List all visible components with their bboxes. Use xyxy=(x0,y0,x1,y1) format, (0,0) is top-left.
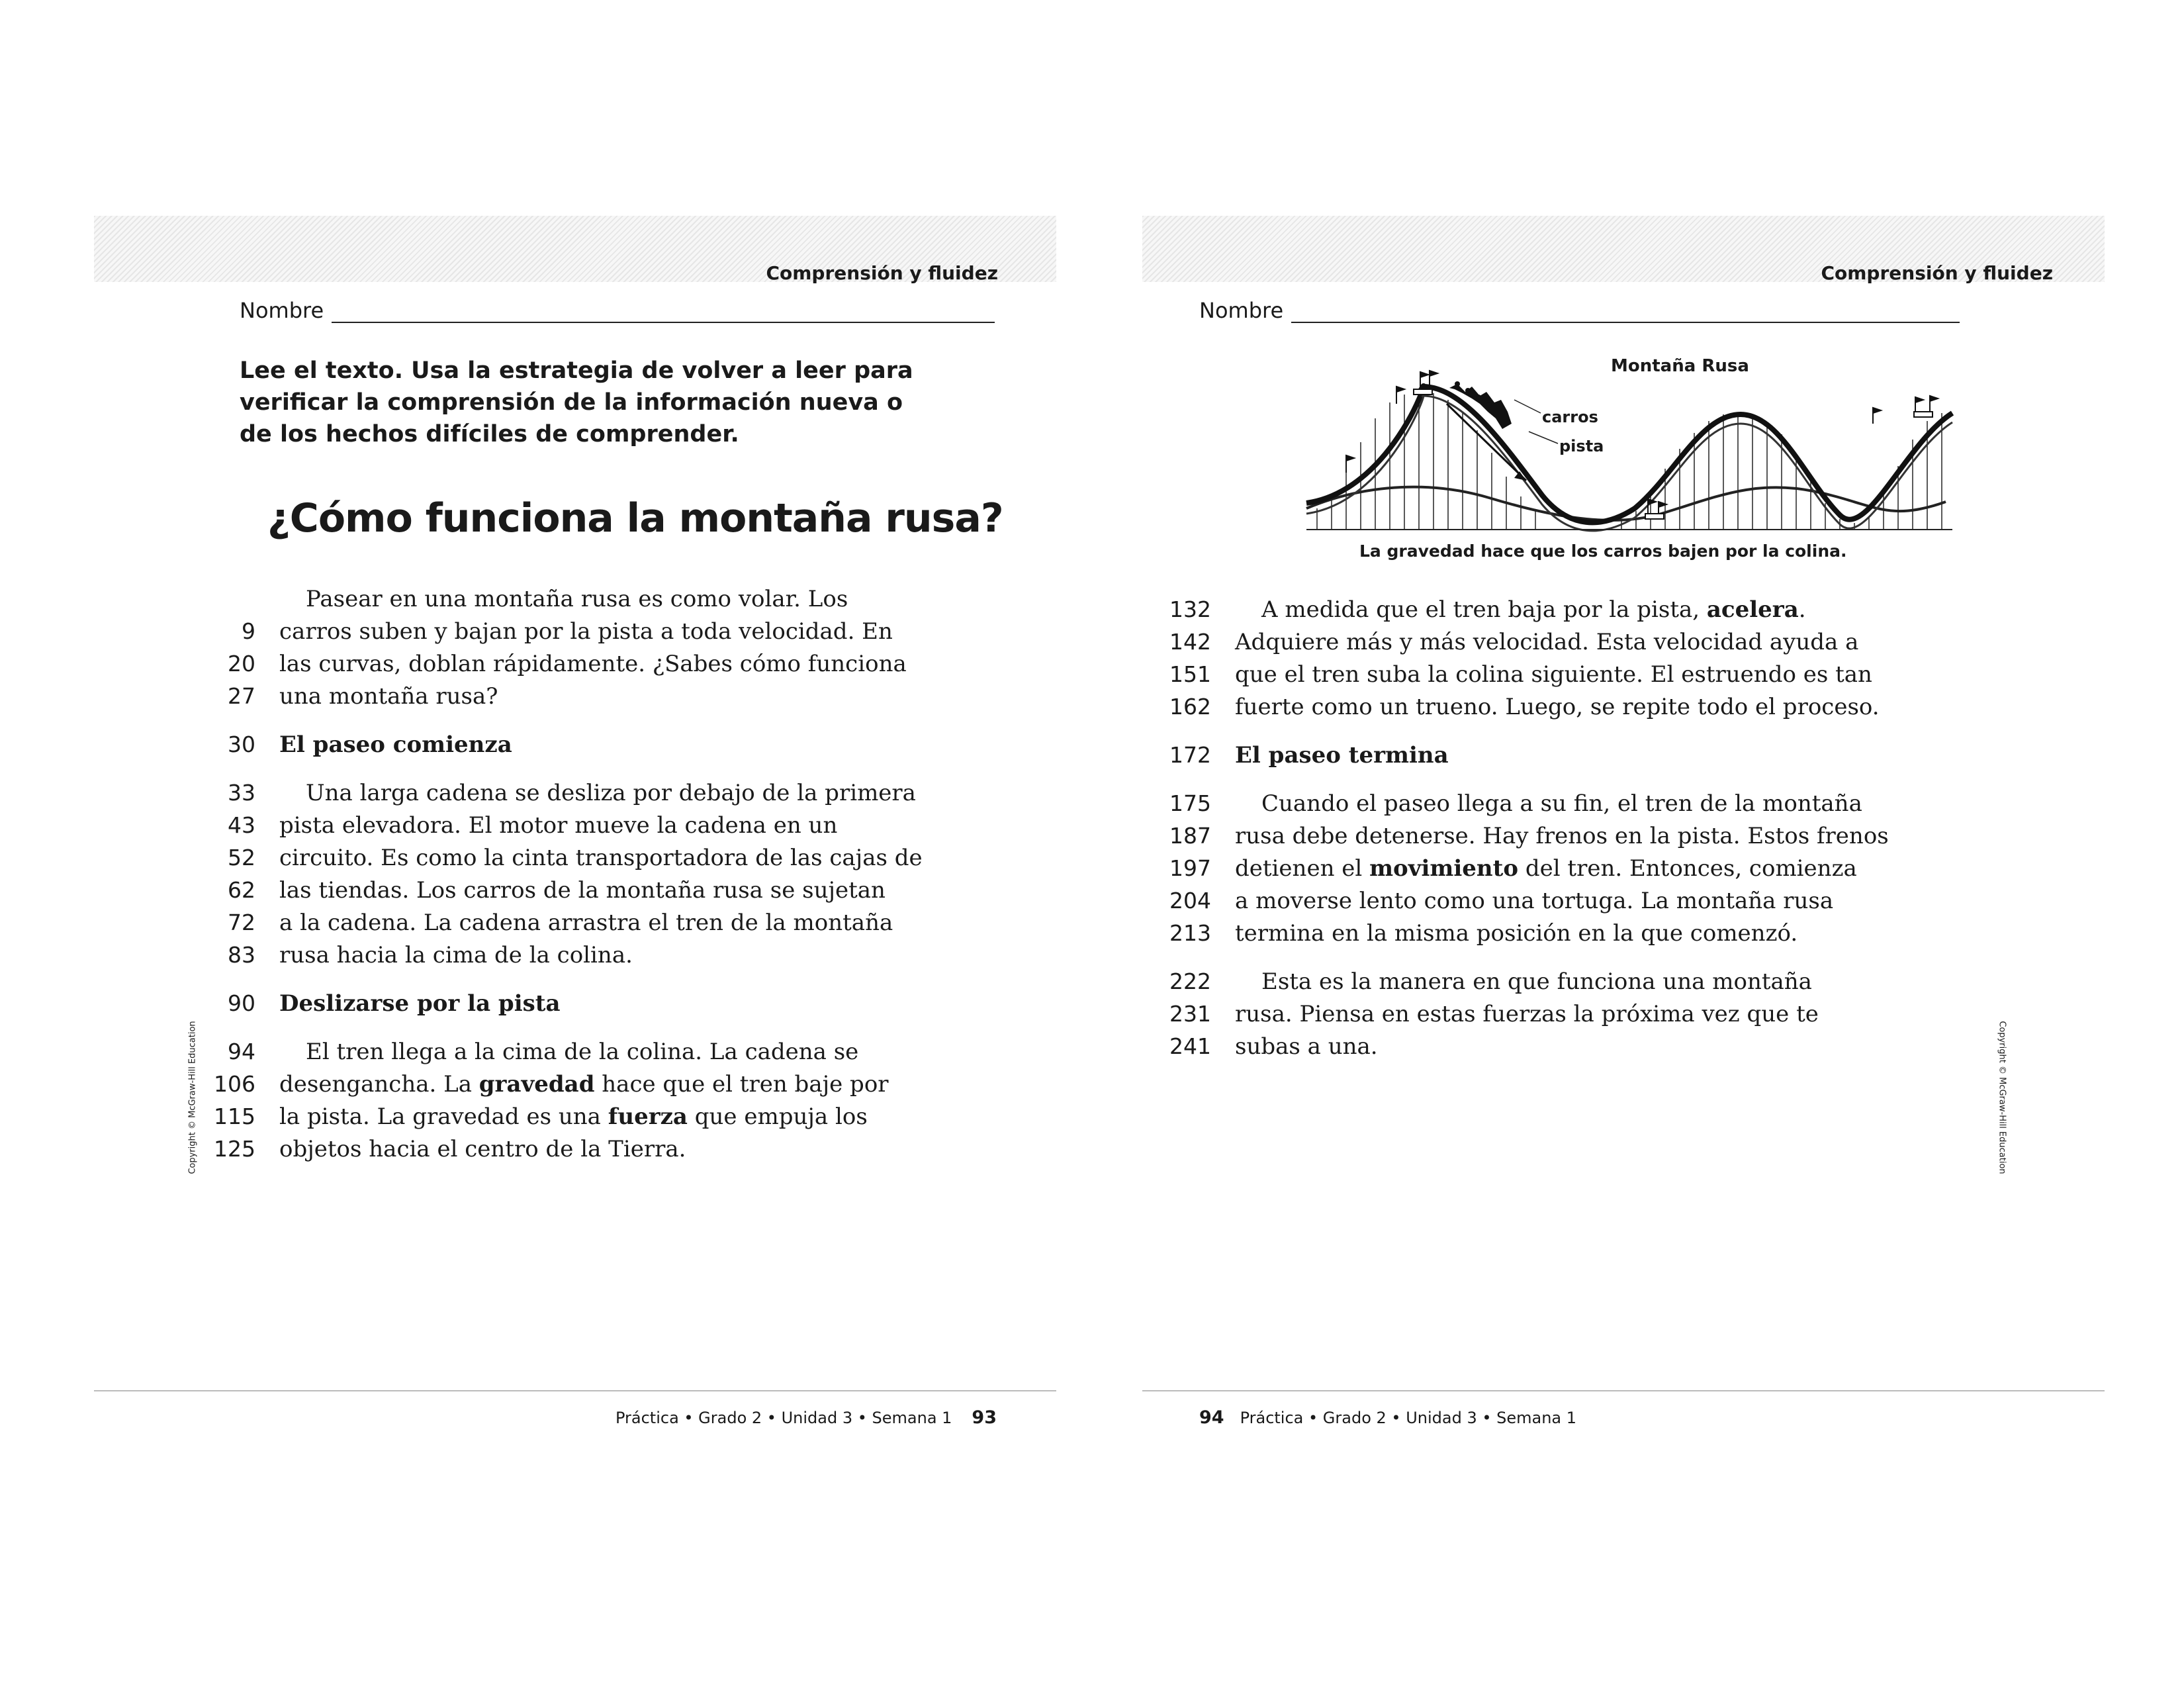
line-text: pista elevadora. El motor mueve la cadena en un xyxy=(279,812,838,839)
section-heading-row xyxy=(210,987,1071,1019)
text-line xyxy=(210,939,1071,971)
word-count: 94 xyxy=(228,1039,255,1064)
page-footer xyxy=(1199,1407,1576,1428)
line-text: Pasear en una montaña rusa es como volar. Los xyxy=(306,585,848,612)
footer-divider xyxy=(1142,1390,2105,1391)
reading-passage xyxy=(210,583,1071,1165)
figure-title: Montaña Rusa xyxy=(1611,356,1749,376)
word-count: 222 xyxy=(1169,968,1211,994)
word-count: 52 xyxy=(228,845,255,870)
vocab-word: gravedad xyxy=(478,1070,595,1098)
word-count: 213 xyxy=(1169,920,1211,946)
word-count: 151 xyxy=(1169,661,1211,687)
word-count: 83 xyxy=(228,942,255,968)
line-text: detienen el movimiento del tren. Entonces, comienza xyxy=(1235,855,1857,882)
line-text: circuito. Es como la cinta transportadora de las cajas de xyxy=(279,844,923,871)
line-text: las tiendas. Los carros de la montaña rusa se sujetan xyxy=(279,876,886,904)
name-line[interactable] xyxy=(1291,299,1960,323)
section-heading-row xyxy=(210,728,1071,761)
word-count: 9 xyxy=(242,618,255,644)
text-line xyxy=(1166,820,2093,852)
line-text: El tren llega a la cima de la colina. La cadena se xyxy=(306,1038,859,1065)
word-count: 175 xyxy=(1169,790,1211,816)
text-line xyxy=(210,615,1071,647)
word-count: 125 xyxy=(214,1136,255,1162)
text-line xyxy=(210,1068,1071,1100)
line-text: la pista. La gravedad es una fuerza que empuja los xyxy=(279,1103,868,1130)
text-line xyxy=(1166,852,2093,884)
vocab-word: fuerza xyxy=(608,1103,688,1130)
section-heading-row xyxy=(1166,739,2093,771)
word-count: 30 xyxy=(228,731,255,757)
word-count: 187 xyxy=(1169,823,1211,849)
word-count: 231 xyxy=(1169,1001,1211,1027)
text-line xyxy=(210,809,1071,841)
copyright-notice: Copyright © McGraw-Hill Education xyxy=(187,1021,198,1174)
figure-caption: La gravedad hace que los carros bajen por la colina. xyxy=(1359,541,1847,561)
section-heading: Deslizarse por la pista xyxy=(279,990,561,1017)
text-line xyxy=(210,680,1071,712)
vocab-word: acelera xyxy=(1706,596,1799,623)
section-label: Comprensión y fluidez xyxy=(766,262,998,284)
line-text: fuerte como un trueno. Luego, se repite todo el proceso. xyxy=(1235,693,1880,720)
line-text: a la cadena. La cadena arrastra el tren de la montaña xyxy=(279,909,893,936)
line-text: rusa hacia la cima de la colina. xyxy=(279,941,633,968)
name-field-row xyxy=(1199,298,1960,323)
page-footer xyxy=(615,1407,997,1428)
line-text: que el tren suba la colina siguiente. El estruendo es tan xyxy=(1235,661,1872,688)
name-line[interactable] xyxy=(332,299,995,323)
text-line xyxy=(1166,593,2093,626)
word-count: 27 xyxy=(228,683,255,709)
page-title: ¿Cómo funciona la montaña rusa? xyxy=(267,495,1003,541)
text-line xyxy=(210,906,1071,939)
word-count: 106 xyxy=(214,1071,255,1097)
footer-text: Práctica • Grado 2 • Unidad 3 • Semana 1 xyxy=(1240,1408,1577,1427)
line-text: una montaña rusa? xyxy=(279,682,498,710)
word-count: 197 xyxy=(1169,855,1211,881)
text-line xyxy=(210,1100,1071,1133)
text-line xyxy=(1166,626,2093,658)
word-count: 72 xyxy=(228,910,255,935)
line-text: Esta es la manera en que funciona una montaña xyxy=(1261,968,1812,995)
word-count: 20 xyxy=(228,651,255,677)
text-line xyxy=(210,583,1071,615)
word-count: 115 xyxy=(214,1103,255,1129)
line-text: las curvas, doblan rápidamente. ¿Sabes cómo funciona xyxy=(279,650,907,677)
text-line xyxy=(210,776,1071,809)
line-text: subas a una. xyxy=(1235,1033,1378,1060)
section-label: Comprensión y fluidez xyxy=(1821,262,2053,284)
reading-passage xyxy=(1166,593,2093,1062)
word-count: 43 xyxy=(228,812,255,838)
text-line xyxy=(1166,1030,2093,1062)
page-number: 93 xyxy=(972,1407,997,1428)
vocab-word: movimiento xyxy=(1369,855,1519,882)
line-text: rusa debe detenerse. Hay frenos en la pista. Estos frenos xyxy=(1235,822,1889,849)
line-text: rusa. Piensa en estas fuerzas la próxima vez que te xyxy=(1235,1000,1819,1027)
roller-coaster-illustration xyxy=(1291,350,1959,541)
text-line xyxy=(210,1035,1071,1068)
figure-label-cars: carros xyxy=(1542,408,1598,426)
roller-coaster-figure xyxy=(1291,350,1959,575)
line-text: A medida que el tren baja por la pista, acelera. xyxy=(1261,596,1806,623)
text-line xyxy=(1166,965,2093,998)
word-count: 62 xyxy=(228,877,255,903)
line-text: desengancha. La gravedad hace que el tren baje por xyxy=(279,1070,889,1098)
word-count: 162 xyxy=(1169,694,1211,720)
right-page xyxy=(1092,0,2184,1688)
line-text: Cuando el paseo llega a su fin, el tren de la montaña xyxy=(1261,790,1862,817)
word-count: 90 xyxy=(228,990,255,1016)
text-line xyxy=(1166,658,2093,690)
text-line xyxy=(1166,690,2093,723)
text-line xyxy=(1166,917,2093,949)
line-text: Una larga cadena se desliza por debajo de la primera xyxy=(306,779,916,806)
name-field-row xyxy=(240,298,995,323)
text-line xyxy=(210,874,1071,906)
word-count: 172 xyxy=(1169,742,1211,768)
footer-text: Práctica • Grado 2 • Unidad 3 • Semana 1 xyxy=(615,1408,952,1427)
word-count: 241 xyxy=(1169,1033,1211,1059)
section-heading: El paseo termina xyxy=(1235,741,1449,769)
line-text: Adquiere más y más velocidad. Esta velocidad ayuda a xyxy=(1235,628,1859,655)
name-label: Nombre xyxy=(1199,298,1284,323)
word-count: 132 xyxy=(1169,596,1211,622)
copyright-notice: Copyright © McGraw-Hill Education xyxy=(1997,1021,2007,1174)
line-text: objetos hacia el centro de la Tierra. xyxy=(279,1135,686,1162)
footer-divider xyxy=(94,1390,1056,1391)
word-count: 204 xyxy=(1169,888,1211,914)
text-line xyxy=(1166,787,2093,820)
word-count: 142 xyxy=(1169,629,1211,655)
name-label: Nombre xyxy=(240,298,324,323)
text-line xyxy=(210,647,1071,680)
text-line xyxy=(1166,884,2093,917)
line-text: a moverse lento como una tortuga. La montaña rusa xyxy=(1235,887,1834,914)
text-line xyxy=(210,841,1071,874)
word-count: 33 xyxy=(228,780,255,806)
line-text: termina en la misma posición en la que comenzó. xyxy=(1235,919,1798,947)
instructions: Lee el texto. Usa la estrategia de volver a leer para verificar la comprensión de la información nueva o de los hechos difíciles de comprender. xyxy=(240,357,913,447)
figure-label-track: pista xyxy=(1559,437,1604,455)
page-number: 94 xyxy=(1199,1407,1224,1428)
text-line xyxy=(210,1133,1071,1165)
section-heading: El paseo comienza xyxy=(279,731,512,758)
text-line xyxy=(1166,998,2093,1030)
line-text: carros suben y bajan por la pista a toda velocidad. En xyxy=(279,618,893,645)
